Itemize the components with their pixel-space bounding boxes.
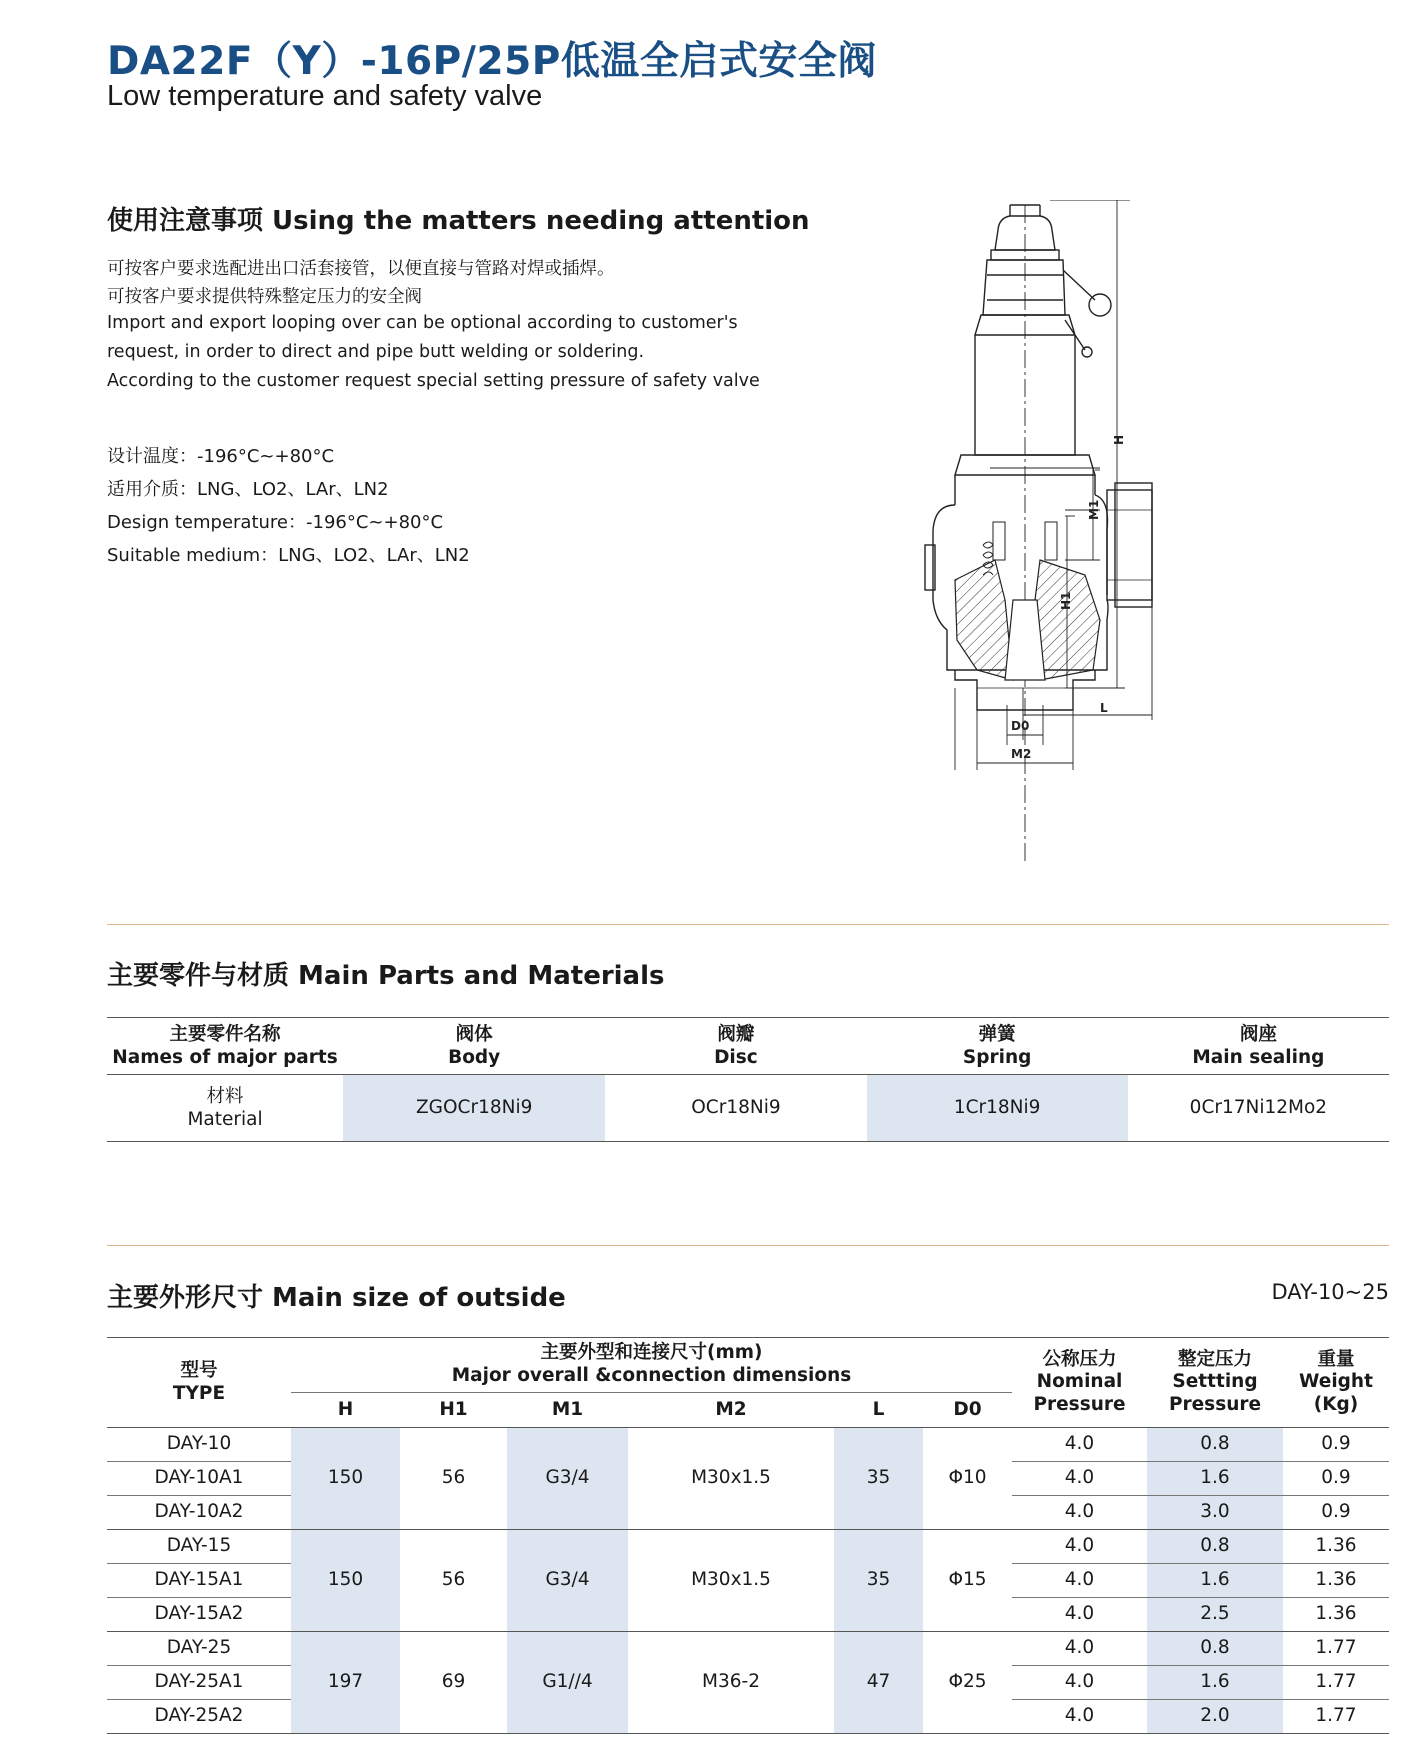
weight-cell: 1.36 xyxy=(1283,1530,1389,1564)
setting-cell: 1.6 xyxy=(1147,1462,1283,1496)
type-cell: DAY-10A2 xyxy=(107,1496,291,1530)
parts-table xyxy=(107,1017,1389,1142)
dim-label-m1: M1 xyxy=(1087,499,1101,520)
nominal-cell: 4.0 xyxy=(1012,1496,1147,1530)
attention-line: 可按客户要求选配进出口活套接管，以便直接与管路对焊或插焊。 xyxy=(107,259,615,279)
setting-cell: 2.5 xyxy=(1147,1598,1283,1632)
type-cell: DAY-10A1 xyxy=(107,1462,291,1496)
spec-medium-cn: 适用介质：LNG、LO2、LAr、LN2 xyxy=(107,479,389,500)
spec-design-temp-en: Design temperature：-196°C~+80°C xyxy=(107,512,444,533)
dim-m1-cell: G1//4 xyxy=(507,1632,628,1734)
weight-cell: 0.9 xyxy=(1283,1496,1389,1530)
setting-cell: 1.6 xyxy=(1147,1564,1283,1598)
dim-col-l: L xyxy=(834,1393,923,1428)
dim-col-d0: D0 xyxy=(923,1393,1012,1428)
dim-label-h: H xyxy=(1112,434,1126,445)
setting-cell: 0.8 xyxy=(1147,1632,1283,1666)
nominal-header: 公称压力 Nominal Pressure xyxy=(1012,1338,1147,1428)
weight-cell: 1.36 xyxy=(1283,1564,1389,1598)
parts-row-label: 材料 Material xyxy=(107,1075,343,1142)
weight-cell: 1.77 xyxy=(1283,1632,1389,1666)
material-cell: 1Cr18Ni9 xyxy=(867,1075,1128,1142)
dim-h-cell: 197 xyxy=(291,1632,400,1734)
dim-l-cell: 47 xyxy=(834,1632,923,1734)
setting-cell: 3.0 xyxy=(1147,1496,1283,1530)
sizes-table xyxy=(107,1337,1389,1734)
dim-label-m2: M2 xyxy=(1011,747,1032,761)
nominal-cell: 4.0 xyxy=(1012,1598,1147,1632)
parts-col-header: 阀座 Main sealing xyxy=(1128,1018,1389,1075)
page-title: DA22F（Y）-16P/25P低温全启式安全阀 xyxy=(107,39,877,84)
spec-medium-en: Suitable medium：LNG、LO2、LAr、LN2 xyxy=(107,545,470,566)
parts-col-header: 阀体 Body xyxy=(343,1018,605,1075)
dim-label-h1: H1 xyxy=(1059,591,1073,610)
nominal-cell: 4.0 xyxy=(1012,1428,1147,1462)
type-cell: DAY-10 xyxy=(107,1428,291,1462)
dim-h1-cell: 69 xyxy=(400,1632,507,1734)
type-cell: DAY-25A1 xyxy=(107,1666,291,1700)
dim-h-cell: 150 xyxy=(291,1428,400,1530)
parts-heading: 主要零件与材质 Main Parts and Materials xyxy=(107,961,665,991)
type-cell: DAY-15A2 xyxy=(107,1598,291,1632)
type-header: 型号 TYPE xyxy=(107,1338,291,1428)
type-cell: DAY-15A1 xyxy=(107,1564,291,1598)
dim-l-cell: 35 xyxy=(834,1530,923,1632)
setting-cell: 2.0 xyxy=(1147,1700,1283,1734)
dim-h1-cell: 56 xyxy=(400,1428,507,1530)
material-cell: ZGOCr18Ni9 xyxy=(343,1075,605,1142)
parts-col-header: 弹簧 Spring xyxy=(867,1018,1128,1075)
weight-cell: 0.9 xyxy=(1283,1428,1389,1462)
dim-col-m1: M1 xyxy=(507,1393,628,1428)
sizes-heading: 主要外形尺寸 Main size of outside xyxy=(107,1283,566,1313)
nominal-cell: 4.0 xyxy=(1012,1632,1147,1666)
dims-header: 主要外型和连接尺寸(mm) Major overall &connection dimensions xyxy=(291,1338,1012,1393)
dim-label-l: L xyxy=(1100,701,1108,715)
dim-label-d0: D0 xyxy=(1011,719,1030,733)
spec-design-temp-cn: 设计温度：-196°C~+80°C xyxy=(107,446,335,467)
attention-line: Import and export looping over can be optional according to customer's xyxy=(107,313,738,333)
nominal-cell: 4.0 xyxy=(1012,1666,1147,1700)
dim-d0-cell: Φ10 xyxy=(923,1428,1012,1530)
dim-m1-cell: G3/4 xyxy=(507,1428,628,1530)
section-divider xyxy=(107,1245,1389,1246)
nominal-cell: 4.0 xyxy=(1012,1462,1147,1496)
weight-header: 重量 Weight (Kg) xyxy=(1283,1338,1389,1428)
dim-col-h1: H1 xyxy=(400,1393,507,1428)
attention-heading: 使用注意事项 Using the matters needing attention xyxy=(107,206,810,236)
page-subtitle: Low temperature and safety valve xyxy=(107,80,543,112)
attention-line: 可按客户要求提供特殊整定压力的安全阀 xyxy=(107,287,422,307)
type-cell: DAY-15 xyxy=(107,1530,291,1564)
dim-col-m2: M2 xyxy=(628,1393,834,1428)
dim-l-cell: 35 xyxy=(834,1428,923,1530)
attention-line: request, in order to direct and pipe butt welding or soldering. xyxy=(107,342,645,362)
valve-drawing xyxy=(895,200,1315,880)
dim-m2-cell: M30x1.5 xyxy=(628,1428,834,1530)
nominal-cell: 4.0 xyxy=(1012,1700,1147,1734)
parts-col-header: 阀瓣 Disc xyxy=(605,1018,866,1075)
nominal-cell: 4.0 xyxy=(1012,1530,1147,1564)
weight-cell: 1.36 xyxy=(1283,1598,1389,1632)
weight-cell: 0.9 xyxy=(1283,1462,1389,1496)
dim-col-h: H xyxy=(291,1393,400,1428)
type-cell: DAY-25A2 xyxy=(107,1700,291,1734)
nominal-cell: 4.0 xyxy=(1012,1564,1147,1598)
dim-m1-cell: G3/4 xyxy=(507,1530,628,1632)
weight-cell: 1.77 xyxy=(1283,1666,1389,1700)
dim-h1-cell: 56 xyxy=(400,1530,507,1632)
setting-header: 整定压力 Settting Pressure xyxy=(1147,1338,1283,1428)
type-cell: DAY-25 xyxy=(107,1632,291,1666)
parts-col-header: 主要零件名称 Names of major parts xyxy=(107,1018,343,1075)
attention-line: According to the customer request special setting pressure of safety valve xyxy=(107,371,760,391)
setting-cell: 0.8 xyxy=(1147,1428,1283,1462)
dim-h-cell: 150 xyxy=(291,1530,400,1632)
setting-cell: 1.6 xyxy=(1147,1666,1283,1700)
weight-cell: 1.77 xyxy=(1283,1700,1389,1734)
material-cell: 0Cr17Ni12Mo2 xyxy=(1128,1075,1389,1142)
model-range: DAY-10~25 xyxy=(1271,1280,1389,1304)
material-cell: OCr18Ni9 xyxy=(605,1075,866,1142)
setting-cell: 0.8 xyxy=(1147,1530,1283,1564)
dim-m2-cell: M36-2 xyxy=(628,1632,834,1734)
dim-d0-cell: Φ15 xyxy=(923,1530,1012,1632)
dim-m2-cell: M30x1.5 xyxy=(628,1530,834,1632)
section-divider xyxy=(107,924,1389,925)
dim-d0-cell: Φ25 xyxy=(923,1632,1012,1734)
